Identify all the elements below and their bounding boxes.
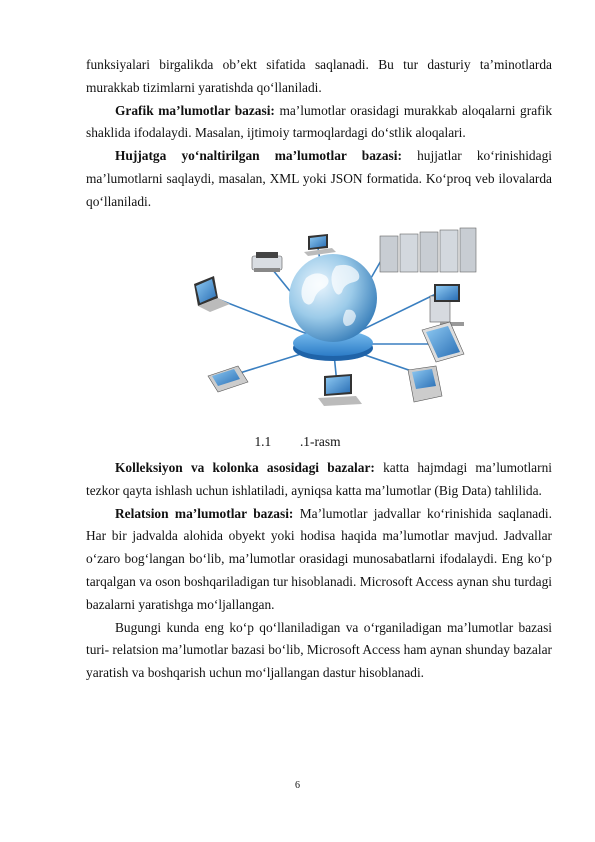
paragraph-intro: funksiyalari birgalikda ob’ekt sifatida saqlanadi. Bu tur dasturiy ta’minotlarda murakkab tizimlarni yaratishda qo‘llaniladi. bbox=[86, 57, 552, 95]
hujjat-description: hujjatlar ko‘rinishidagi ma’lumotlarni saqlaydi, masalan, XML yoki JSON formatida. Ko‘proq veb ilovalarda qo‘llaniladi. bbox=[86, 148, 552, 209]
paragraph-final: Bugungi kunda eng ko‘p qo‘llaniladigan va o‘rganiladigan ma’lumotlar bazasi turi- relatsion ma’lumotlar bazasi bo‘lib, Microsoft Access ham aynan shunday bazalar yaratish va boshqarish uchun mo‘ljallangan dastur hisoblanadi. bbox=[86, 619, 552, 681]
pda-icon-bottom-right bbox=[408, 366, 442, 402]
caption-number: 1.1 bbox=[254, 434, 272, 449]
paragraph-kolleksiyon bbox=[86, 457, 552, 503]
kolleksiyon-description: katta hajmdagi ma’lumotlarni tezkor qayta ishlash uchun ishlatiladi, ayniqsa katta ma’lumotlar (Big Data) tahlilida. bbox=[86, 460, 552, 498]
grafik-description: ma’lumotlar orasidagi murakkab aloqalarni grafik shaklida ifodalaydi. Masalan, ijtimoiy tarmoqlardagi do‘stlik aloqalari. bbox=[86, 102, 553, 141]
page-number: 6 bbox=[295, 780, 300, 791]
term-kolleksiyon: Kolleksiyon va kolonka asosidagi bazalar: bbox=[115, 460, 375, 475]
term-relatsion: Relatsion ma’lumotlar bazasi: bbox=[115, 505, 294, 521]
paragraph-relatsion bbox=[86, 503, 552, 617]
figure-caption bbox=[0, 434, 595, 450]
relatsion-description: Ma’lumotlar jadvallar ko‘rinishida saqlanadi. Har bir jadvalda alohida obyekt yoki hodisa haqida ma’lumotlar mavjud. Jadvallar o‘zaro bog‘langan bo‘lib, ma’lumotlar orasidagi munosabatlarni ifodalaydi. Eng ko‘p tarqalgan va oson boshqariladigan tur hisoblanadi. Microsoft Access aynan shu turdagi bazalarni yaratishga mo‘ljallangan. bbox=[86, 505, 552, 612]
printer-icon bbox=[252, 252, 282, 272]
text-block-top bbox=[86, 54, 552, 214]
text-block-bottom bbox=[86, 457, 552, 685]
caption-text: .1-rasm bbox=[299, 434, 341, 449]
term-hujjat: Hujjatga yo‘naltirilgan ma’lumotlar bazasi: bbox=[115, 148, 402, 164]
globe-platform bbox=[289, 254, 377, 361]
network-illustration bbox=[186, 226, 480, 428]
paragraph-hujjat bbox=[86, 145, 552, 213]
paragraph-grafik bbox=[86, 100, 552, 146]
term-grafik: Grafik ma’lumotlar bazasi: bbox=[115, 102, 275, 118]
